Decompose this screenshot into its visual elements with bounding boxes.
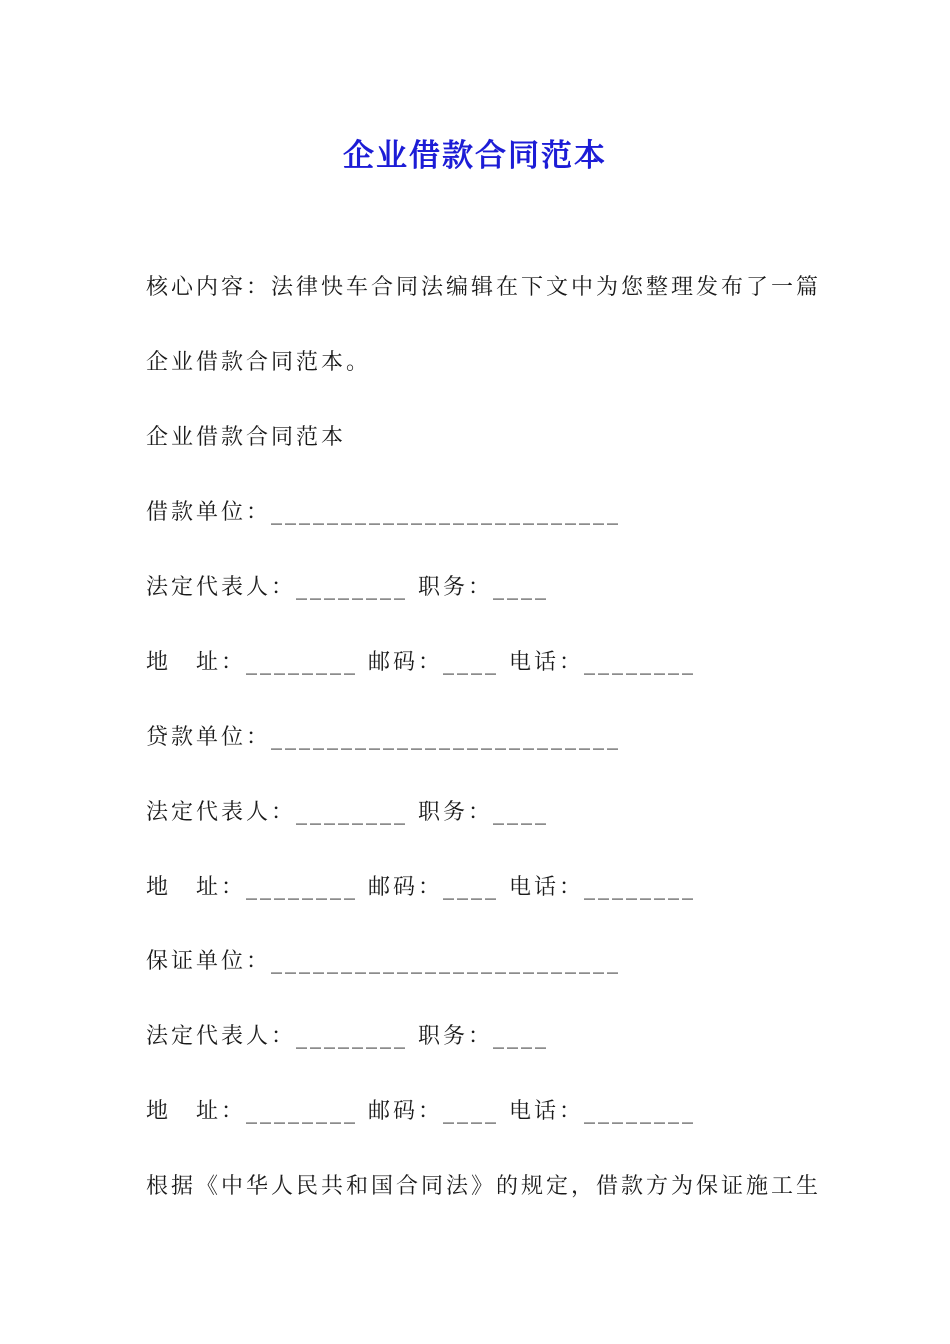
guarantor-address-line: 地 址：________ 邮码：____ 电话：________	[146, 1099, 696, 1124]
document-title: 企业借款合同范本	[343, 138, 607, 174]
borrower-address-line: 地 址：________ 邮码：____ 电话：________	[146, 650, 696, 675]
intro-line-1: 核心内容：法律快车合同法编辑在下文中为您整理发布了一篇	[146, 275, 822, 300]
borrower-representative-line: 法定代表人：________ 职务：____	[146, 575, 549, 600]
lender-unit-line: 贷款单位：_________________________	[146, 725, 622, 750]
borrower-unit-line: 借款单位：_________________________	[146, 500, 622, 525]
lender-address-line: 地 址：________ 邮码：____ 电话：________	[146, 875, 696, 900]
intro-line-2: 企业借款合同范本。	[146, 350, 372, 375]
guarantor-unit-line: 保证单位：_________________________	[146, 949, 622, 974]
lender-representative-line: 法定代表人：________ 职务：____	[146, 800, 549, 825]
body-paragraph-line: 根据《中华人民共和国合同法》的规定，借款方为保证施工生	[146, 1174, 822, 1199]
contract-heading: 企业借款合同范本	[146, 425, 347, 450]
guarantor-representative-line: 法定代表人：________ 职务：____	[146, 1024, 549, 1049]
